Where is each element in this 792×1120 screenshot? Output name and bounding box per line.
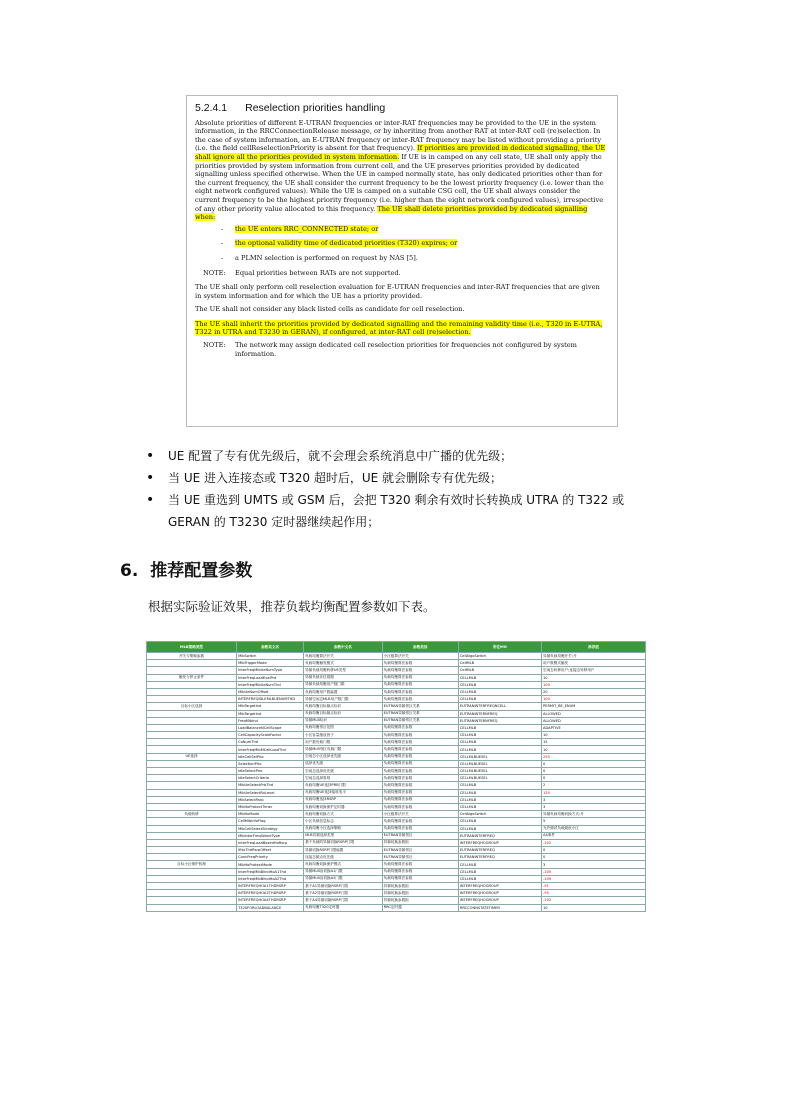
- table-cell: 空闲态选择优先级: [304, 768, 383, 775]
- table-cell: 负载均衡算法参数: [382, 868, 458, 875]
- table-cell: 异频负载均衡开关:开: [542, 653, 646, 660]
- table-header-cell: 推荐值: [542, 642, 646, 653]
- table-cell: CELLMLB: [458, 681, 541, 688]
- table-row: [147, 724, 646, 731]
- table-cell: 负载均衡目标频点标识: [304, 703, 383, 710]
- table-cell: EUTRANINTERFREQNCELL: [458, 703, 541, 710]
- table-cell: 5: [542, 818, 646, 825]
- table-cell: CELLMLB: [458, 696, 541, 703]
- table-cell: [147, 732, 237, 739]
- table-cell: 异频负载均衡用户数门限: [304, 681, 383, 688]
- table-cell: 负载均衡UE选择PRB门限: [304, 782, 383, 789]
- table-cell: 负载均衡算法参数: [382, 667, 458, 674]
- table-cell: 10: [542, 746, 646, 753]
- table-cell: MlbSelectRsrp: [237, 796, 304, 803]
- table-cell: CELLMLB: [458, 688, 541, 695]
- note-2: [195, 341, 607, 358]
- table-cell: INTERFREQHOA1THDRSRP: [237, 883, 304, 890]
- table-cell: 小区级算法开关: [382, 653, 458, 660]
- table-cell: 负载均衡算法参数: [382, 782, 458, 789]
- table-cell: IdleSelectPrio: [237, 768, 304, 775]
- table-cell: 小区负载信息标志: [304, 818, 383, 825]
- table-cell: IdleSelectCriteria: [237, 775, 304, 782]
- table-cell: 用户数模式触发: [542, 660, 646, 667]
- table-cell: InterFreqLoadEvalPrd: [237, 674, 304, 681]
- table-cell: 0: [542, 854, 646, 861]
- table-cell: 负载均衡算法参数: [382, 803, 458, 810]
- table-cell: INTERFREQHOGROUP: [458, 890, 541, 897]
- table-cell: 小区容量缩放因子: [304, 732, 383, 739]
- table-cell: InterFreqLoadBasedHoRsrp: [237, 839, 304, 846]
- table-row: [147, 789, 646, 796]
- table-cell: [147, 897, 237, 904]
- table-cell: 负载均衡切换方式: [304, 811, 383, 818]
- section-number: 5.2.4.1: [195, 102, 228, 114]
- table-cell: 基于负载的异频切换RSRP门限: [304, 839, 383, 846]
- table-cell: [147, 775, 237, 782]
- table-cell: CellMlbInfoFlag: [237, 818, 304, 825]
- table-cell: [147, 818, 237, 825]
- table-cell: CELLMLB: [458, 861, 541, 868]
- table-cell: A4事件: [542, 832, 646, 839]
- table-cell: [147, 803, 237, 810]
- table-cell: [147, 739, 237, 746]
- table-cell: INTERFREQHOA4THDRSRP: [237, 897, 304, 904]
- table-cell: 异频切换参数组: [382, 839, 458, 846]
- table-cell: 空闲态选择准则: [304, 775, 383, 782]
- table-cell: [147, 839, 237, 846]
- table-cell: 基于A1异频切换RSRP门限: [304, 883, 383, 890]
- table-row: [147, 883, 646, 890]
- table-cell: 负载均衡算法参数: [382, 732, 458, 739]
- table-cell: 异频MLB标识: [304, 717, 383, 724]
- table-row: [147, 753, 646, 760]
- table-row: [147, 739, 646, 746]
- table-cell: 目标小区保护机制: [147, 861, 237, 868]
- table-cell: ConnFreqPriority: [237, 854, 304, 861]
- table-cell: 小区级算法开关: [382, 811, 458, 818]
- table-cell: 选择优先级: [304, 760, 383, 767]
- table-cell: InterFreqMlbBlindHoA2Thd: [237, 875, 304, 882]
- table-cell: 0: [542, 760, 646, 767]
- table-cell: CELLMLBUESEL: [458, 768, 541, 775]
- table-cell: MlbHoProtectTimer: [237, 803, 304, 810]
- table-cell: 异频负载均衡转移UE类型: [304, 667, 383, 674]
- list-item-text: a PLMN selection is performed on request by NAS [5].: [235, 253, 418, 262]
- table-cell: MlbHoProtectMode: [237, 861, 304, 868]
- summary-bullets: [146, 445, 666, 533]
- table-cell: [147, 832, 237, 839]
- table-cell: CELLMLB: [458, 739, 541, 746]
- table-cell: 基于A2异频切换RSRP门限: [304, 890, 383, 897]
- table-cell: LoadBalanceNCellScope: [237, 724, 304, 731]
- table-cell: ADAPTIVE: [542, 724, 646, 731]
- table-cell: 异频切换参数组: [382, 883, 458, 890]
- table-cell: -95: [542, 890, 646, 897]
- table-cell: 异频负载均衡切换方式:开: [542, 811, 646, 818]
- table-row: [147, 674, 646, 681]
- list-item-text: the UE enters RRC_CONNECTED state; or: [235, 224, 379, 233]
- table-cell: 10: [542, 904, 646, 911]
- table-cell: 负载均衡切换保护定时器: [304, 803, 383, 810]
- table-cell: [147, 660, 237, 667]
- table-cell: 负载均衡算法参数: [382, 789, 458, 796]
- table-cell: ALLOWED: [542, 710, 646, 717]
- table-cell: MlbUeNumOffset: [237, 688, 304, 695]
- table-row: [147, 732, 646, 739]
- table-cell: 触发与停止条件: [147, 674, 237, 681]
- table-cell: InterFreqMlbUeNumThd: [237, 681, 304, 688]
- table-cell: PERMIT_BE_ENUM: [542, 703, 646, 710]
- table-cell: [147, 746, 237, 753]
- table-cell: EUTRAN异频邻区关系: [382, 717, 458, 724]
- table-cell: CellMLB: [458, 660, 541, 667]
- table-cell: CELLMLB: [458, 825, 541, 832]
- table-row: [147, 768, 646, 775]
- table-cell: EUTRANINTERNFREQ: [458, 717, 541, 724]
- table-row: [147, 703, 646, 710]
- table-cell: 负载均衡用户数偏置: [304, 688, 383, 695]
- table-header-row: [147, 642, 646, 653]
- table-cell: CELLMLB: [458, 803, 541, 810]
- table-cell: 允许测试负载最低小区: [542, 825, 646, 832]
- table-cell: EUTRANINTERFREQ: [458, 854, 541, 861]
- table-cell: 基于A4异频切换RSRP门限: [304, 897, 383, 904]
- table-cell: 负载均衡算法开关: [304, 653, 383, 660]
- table-cell: [147, 847, 237, 854]
- table-cell: FreqMlbInd: [237, 717, 304, 724]
- table-cell: 255: [542, 753, 646, 760]
- highlighted-text: If priorities are provided in dedicated signalling, the UE shall ignore all the priorities provided in system information.: [195, 144, 606, 161]
- table-cell: InterFreqMlbMCellLoadThd: [237, 746, 304, 753]
- table-cell: InterFreqMlbUeNumType: [237, 667, 304, 674]
- table-header-cell: MLB策略类型: [147, 642, 237, 653]
- table-cell: [147, 904, 237, 911]
- table-cell: [147, 710, 237, 717]
- table-cell: 负载均衡算法参数: [382, 696, 458, 703]
- table-cell: 10: [542, 674, 646, 681]
- table-cell: 异频负载评估周期: [304, 674, 383, 681]
- table-cell: CELLMLB: [458, 875, 541, 882]
- table-cell: CellCapacityScaleFactor: [237, 732, 304, 739]
- table-row: [147, 868, 646, 875]
- table-cell: CELLMLB: [458, 782, 541, 789]
- spec-paragraph-4: The UE shall inherit the priorities provided by dedicated signalling and the remaining validity time (i.e., T320 in E-UTRA, T322 in UTRA and T3230 in GERAN), if configured, at inter-RAT cell (re)selection.: [195, 319, 603, 337]
- table-cell: 负载均衡算法参数: [382, 660, 458, 667]
- table-cell: 异频MLB盲切换A1门限: [304, 868, 383, 875]
- heading-title: 推荐配置参数: [150, 561, 253, 581]
- table-cell: RRCCONNSTATETIMER: [458, 904, 541, 911]
- table-row: [147, 832, 646, 839]
- intro-paragraph: 根据实际验证效果，推荐负载均衡配置参数如下表。: [148, 599, 436, 614]
- table-row: [147, 875, 646, 882]
- table-cell: MlbCellSelectStrategy: [237, 825, 304, 832]
- table-row: [147, 854, 646, 861]
- table-cell: [147, 667, 237, 674]
- table-cell: CellMLB: [458, 667, 541, 674]
- table-cell: MlbTriggerMode: [237, 660, 304, 667]
- table-row: [147, 710, 646, 717]
- table-cell: INTERFREQHOGROUP: [458, 839, 541, 846]
- table-cell: 负载均衡算法参数: [382, 796, 458, 803]
- table-cell: CELLMLB: [458, 789, 541, 796]
- table-row: [147, 688, 646, 695]
- table-cell: 负载均衡算法参数: [382, 753, 458, 760]
- table-cell: SelectionPrio: [237, 760, 304, 767]
- table-cell: INTERFREQHOGROUP: [458, 883, 541, 890]
- table-cell: 负载均衡算法参数: [382, 681, 458, 688]
- table-cell: CELLMLB: [458, 674, 541, 681]
- table-cell: 100: [542, 681, 646, 688]
- table-row: [147, 825, 646, 832]
- table-cell: CELLMLB: [458, 818, 541, 825]
- table-cell: MlbInterFreqSelectType: [237, 832, 304, 839]
- table-cell: 负载均衡小区选择策略: [304, 825, 383, 832]
- list-item: - a PLMN selection is performed on request by NAS [5].: [221, 253, 418, 262]
- table-cell: 负载均衡算法参数: [382, 746, 458, 753]
- table-cell: [147, 688, 237, 695]
- table-header-cell: 参数中文名: [304, 642, 383, 653]
- table-cell: 负载均衡算法参数: [382, 688, 458, 695]
- table-cell: INTERFREQIDLEMLBUENUMTHD: [237, 696, 304, 703]
- table-cell: CoNumThd: [237, 739, 304, 746]
- table-row: [147, 890, 646, 897]
- note-label: NOTE:: [203, 268, 226, 277]
- table-cell: -102: [542, 839, 646, 846]
- table-cell: CELLMLB: [458, 724, 541, 731]
- spec-paragraph-3: The UE shall not consider any black listed cells as candidate for cell reselection.: [195, 305, 465, 314]
- table-cell: EUTRAN异频邻区: [382, 847, 458, 854]
- table-cell: MlbUeSelectPrbThd: [237, 782, 304, 789]
- table-row: [147, 760, 646, 767]
- list-item-text: the optional validity time of dedicated priorities (T320) expires; or: [235, 239, 458, 248]
- table-cell: 0: [542, 847, 646, 854]
- table-row: [147, 775, 646, 782]
- bullet-item: • UE 配置了专有优先级后，就不会理会系统消息中广播的优先级；: [146, 445, 666, 467]
- table-row: [147, 746, 646, 753]
- table-cell: 异频MLB邻区负载门限: [304, 746, 383, 753]
- table-cell: 3: [542, 796, 646, 803]
- table-cell: 负载均衡算法参数: [382, 674, 458, 681]
- table-cell: [147, 875, 237, 882]
- table-cell: 负载均衡算法参数: [382, 861, 458, 868]
- table-cell: [147, 696, 237, 703]
- table-cell: 负载均衡算法参数: [382, 775, 458, 782]
- table-row: [147, 796, 646, 803]
- table-header-cell: 所在MO: [458, 642, 541, 653]
- table-cell: MlbUeSelectRxLevel: [237, 789, 304, 796]
- bullet-item: • 当 UE 进入连接态或 T320 超时后，UE 就会删除专有优先级；: [146, 467, 666, 489]
- table-cell: EUTRANINTERFREQ: [458, 847, 541, 854]
- table-cell: [147, 825, 237, 832]
- table-row: [147, 811, 646, 818]
- table-cell: 负载均衡切换保护模式: [304, 861, 383, 868]
- table-cell: IdleCellSelPrio: [237, 753, 304, 760]
- table-cell: 3: [542, 803, 646, 810]
- table-cell: 负载均衡选择RSRP: [304, 796, 383, 803]
- table-cell: MlbTargetInd: [237, 710, 304, 717]
- table-row: [147, 696, 646, 703]
- table-cell: ALLOWED: [542, 717, 646, 724]
- table-cell: [147, 760, 237, 767]
- table-cell: [147, 883, 237, 890]
- spec-paragraph-1: [195, 119, 607, 222]
- table-row: [147, 717, 646, 724]
- table-cell: 15: [542, 739, 646, 746]
- note-text: Equal priorities between RATs are not supported.: [235, 268, 401, 277]
- table-cell: CELLMLBUESEL: [458, 775, 541, 782]
- table-row: [147, 667, 646, 674]
- table-body: [147, 653, 646, 912]
- table-cell: 连接态频点优先级: [304, 854, 383, 861]
- table-cell: 负载均衡UE选择接收电平: [304, 789, 383, 796]
- table-cell: 负载均衡T320定时器: [304, 904, 383, 911]
- table-cell: RRC定时器: [382, 904, 458, 911]
- table-cell: [147, 890, 237, 897]
- table-cell: [147, 768, 237, 775]
- table-cell: [147, 724, 237, 731]
- heading-number: 6.: [120, 561, 139, 581]
- spec-paragraph-2: The UE shall only perform cell reselection evaluation for E-UTRAN frequencies and inter-RAT frequencies that are given in system information and for which the UE has a priority provided.: [195, 283, 600, 300]
- table-cell: MlbHoMode: [237, 811, 304, 818]
- table-cell: CELLMLBUESEL: [458, 760, 541, 767]
- table-cell: 负载均衡算法参数: [382, 818, 458, 825]
- table-row: [147, 861, 646, 868]
- table-cell: MlbTargetInd: [237, 703, 304, 710]
- table-cell: INTERFREQHOA2THDRSRP: [237, 890, 304, 897]
- table-row: [147, 653, 646, 660]
- section-title: Reselection priorities handling: [245, 102, 386, 114]
- note-1: [195, 269, 607, 278]
- spec-text: If UE is in camped on any cell state, UE shall only apply the priorities provided by system information from current cell, and the UE preserves priorities provided by dedicated signalling unless specified otherwise. When the UE in camped normally state, has only dedicated priorities other than for the current frequency, the UE shall consider the current frequency to be the lowest priority frequency (i.e. lower than the eight network configured values). While the UE is camped on a suitable CSG cell, the UE shall always consider the current frequency to be the highest priority frequency (i.e. higher than the eight network configured values), irrespective of any other priority value allocated to this frequency.: [195, 152, 604, 213]
- table-cell: 20: [542, 688, 646, 695]
- table-cell: 负载均衡算法参数: [382, 760, 458, 767]
- table-cell: 100: [542, 696, 646, 703]
- table-header-cell: 参数类别: [382, 642, 458, 653]
- section-heading: [195, 104, 607, 113]
- table-cell: EUTRAN异频邻区: [382, 854, 458, 861]
- table-cell: CELLMLB: [458, 796, 541, 803]
- table-cell: INTERFREQHOGROUP: [458, 897, 541, 904]
- bullet-item: • 当 UE 重选到 UMTS 或 GSM 后，会把 T320 剩余有效时长转换成 UTRA 的 T322 或 GERAN 的 T3230 定时器继续起作用；: [146, 489, 666, 533]
- table-cell: -105: [542, 868, 646, 875]
- highlighted-text: The UE shall delete priorities provided by dedicated signalling when:: [195, 204, 588, 222]
- table-cell: 2: [542, 782, 646, 789]
- spec-excerpt-box: [186, 95, 618, 427]
- table-cell: 负载均衡算法参数: [382, 875, 458, 882]
- table-cell: [147, 681, 237, 688]
- table-row: [147, 681, 646, 688]
- table-cell: CellAlgoSwitch: [458, 653, 541, 660]
- table-row: [147, 660, 646, 667]
- table-cell: 负载均衡邻区范围: [304, 724, 383, 731]
- table-cell: T320FORLOADBALANCE: [237, 904, 304, 911]
- list-item: - the UE enters RRC_CONNECTED state; or: [221, 224, 379, 233]
- table-cell: MLB异频选择类型: [304, 832, 383, 839]
- table-cell: 负载均衡算法参数: [382, 724, 458, 731]
- table-cell: [147, 789, 237, 796]
- parameter-table: [146, 641, 646, 912]
- table-cell: 异频切换参数组: [382, 890, 458, 897]
- table-cell: CELLMLB: [458, 732, 541, 739]
- note-text: The network may assign dedicated cell reselection priorities for frequencies not configured by system information.: [235, 341, 577, 358]
- table-cell: EUTRAN异频邻区: [382, 832, 458, 839]
- table-row: [147, 897, 646, 904]
- note-label: NOTE:: [203, 341, 226, 350]
- table-cell: 负载均衡目标频点标识: [304, 710, 383, 717]
- list-item: - the optional validity time of dedicated priorities (T320) expires; or: [221, 239, 458, 248]
- table-cell: MlbSwitch: [237, 653, 304, 660]
- section-heading-6: [120, 556, 252, 581]
- table-row: [147, 904, 646, 911]
- table-cell: 负载均衡算法参数: [382, 768, 458, 775]
- table-cell: EUTRANINTERNFREQ: [458, 710, 541, 717]
- table-cell: CELLMLBUESEL: [458, 753, 541, 760]
- table-row: [147, 818, 646, 825]
- table-cell: 10: [542, 732, 646, 739]
- table-cell: IfHoThdRsrpOffset: [237, 847, 304, 854]
- table-cell: 负载均衡算法参数: [382, 825, 458, 832]
- table-cell: -109: [542, 875, 646, 882]
- table-cell: 120: [542, 789, 646, 796]
- table-cell: EUTRANINTERFREQ: [458, 832, 541, 839]
- table-cell: CELLMLB: [458, 746, 541, 753]
- table-cell: -91: [542, 883, 646, 890]
- table-cell: UE选择: [147, 753, 237, 760]
- table-cell: EUTRAN异频邻区关系: [382, 703, 458, 710]
- table-cell: [147, 717, 237, 724]
- table-cell: 异频切换RSRP门限偏置: [304, 847, 383, 854]
- table-cell: 异频MLB盲切换A2门限: [304, 875, 383, 882]
- table-cell: 0: [542, 775, 646, 782]
- table-row: [147, 839, 646, 846]
- table-row: [147, 782, 646, 789]
- table-row: [147, 847, 646, 854]
- table-cell: EUTRAN异频邻区关系: [382, 710, 458, 717]
- table-cell: 开关与策略参数: [147, 653, 237, 660]
- table-cell: 负载转移: [147, 811, 237, 818]
- table-cell: 异频空闲态MLB用户数门限: [304, 696, 383, 703]
- table-cell: InterFreqMlbBlindHoA1Thd: [237, 868, 304, 875]
- table-cell: CellAlgoSwitch: [458, 811, 541, 818]
- table-cell: 用户数负载门限: [304, 739, 383, 746]
- table-cell: 异频切换参数组: [382, 897, 458, 904]
- table-cell: 0: [542, 768, 646, 775]
- table-cell: 目标小区选择: [147, 703, 237, 710]
- table-row: [147, 803, 646, 810]
- table-cell: [147, 854, 237, 861]
- table-cell: 负载均衡算法参数: [382, 739, 458, 746]
- table-cell: 负载均衡触发模式: [304, 660, 383, 667]
- spec-text: Absolute priorities of different E-UTRAN frequencies or inter-RAT frequencies may be provided to the UE in the system information, in the RRCConnectionRelease message, or by inheriting from another RAT at inter-RAT cell (re)selection. In the case of system information, an E-UTRAN frequency or inter-RAT frequency may be listed without providing a priority (i.e. the field cellReselectionPriority is absent for that frequency).: [195, 118, 602, 153]
- table-header-cell: 参数英文名: [237, 642, 304, 653]
- table-cell: CELLMLB: [458, 868, 541, 875]
- table-cell: 空闲态小区选择优先级: [304, 753, 383, 760]
- table-cell: [147, 868, 237, 875]
- table-cell: [147, 796, 237, 803]
- table-cell: 空闲态转移用户;连接态转移用户: [542, 667, 646, 674]
- table-cell: [147, 782, 237, 789]
- table-cell: 3: [542, 861, 646, 868]
- table-cell: -102: [542, 897, 646, 904]
